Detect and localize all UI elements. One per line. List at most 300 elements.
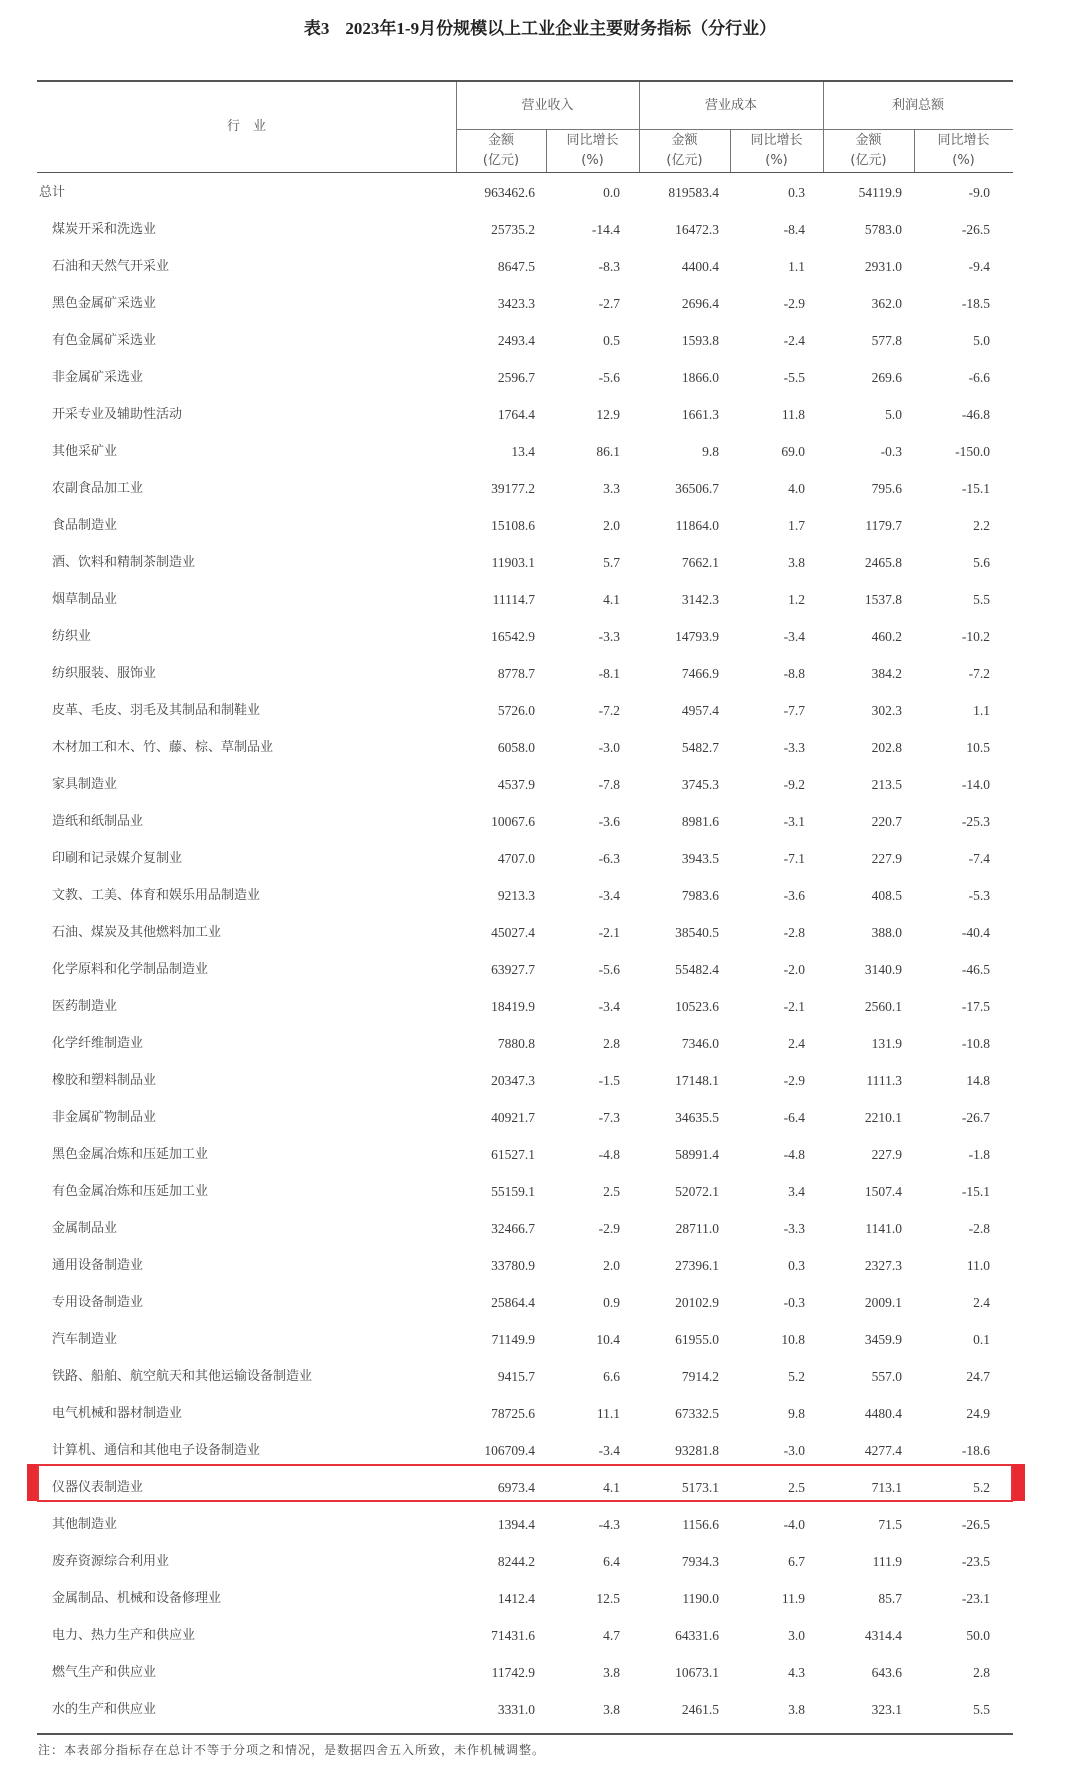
value-cell: 2596.7 xyxy=(497,370,535,385)
industry-name: 非金属矿采选业 xyxy=(52,370,144,385)
header-sub-line2: (亿元) xyxy=(850,153,887,168)
value-cell: 3142.3 xyxy=(681,592,719,607)
industry-name: 化学原料和化学制品制造业 xyxy=(52,962,209,977)
value-cell: 71149.9 xyxy=(491,1332,535,1347)
value-cell: 3.8 xyxy=(603,1702,620,1717)
value-cell: 131.9 xyxy=(871,1036,902,1051)
industry-name: 家具制造业 xyxy=(52,777,118,792)
value-cell: 4957.4 xyxy=(681,703,719,718)
value-cell: 6.6 xyxy=(603,1369,620,1384)
value-cell: 557.0 xyxy=(871,1369,902,1384)
value-cell: 460.2 xyxy=(871,629,902,644)
value-cell: 16472.3 xyxy=(675,222,719,237)
industry-name: 专用设备制造业 xyxy=(52,1295,144,1310)
value-cell: 55159.1 xyxy=(491,1184,535,1199)
value-cell: 10673.1 xyxy=(675,1665,719,1680)
value-cell: 5.0 xyxy=(885,407,902,422)
value-cell: 111.9 xyxy=(872,1554,902,1569)
value-cell: -3.0 xyxy=(783,1443,805,1458)
value-cell: -4.8 xyxy=(598,1147,620,1162)
value-cell: 2009.1 xyxy=(864,1295,902,1310)
table-row xyxy=(37,1025,1013,1062)
industry-name: 石油和天然气开采业 xyxy=(52,259,170,274)
value-cell: -6.3 xyxy=(598,851,620,866)
industry-name: 橡胶和塑料制品业 xyxy=(52,1073,157,1088)
value-cell: 32466.7 xyxy=(491,1221,535,1236)
value-cell: -25.3 xyxy=(961,814,990,829)
value-cell: 819583.4 xyxy=(668,185,719,200)
value-cell: 16542.9 xyxy=(491,629,535,644)
industry-name: 燃气生产和供应业 xyxy=(52,1665,157,1680)
value-cell: 1866.0 xyxy=(681,370,719,385)
value-cell: 643.6 xyxy=(871,1665,902,1680)
value-cell: -18.6 xyxy=(961,1443,990,1458)
value-cell: -7.7 xyxy=(783,703,805,718)
header-group-profit: 利润总额 xyxy=(891,98,944,113)
table-row xyxy=(37,877,1013,914)
table-row xyxy=(37,1506,1013,1543)
value-cell: 36506.7 xyxy=(675,481,719,496)
value-cell: -3.4 xyxy=(598,888,620,903)
table-row xyxy=(37,322,1013,359)
value-cell: -10.2 xyxy=(961,629,990,644)
value-cell: 12.9 xyxy=(596,407,620,422)
industry-name: 开采专业及辅助性活动 xyxy=(52,407,183,422)
header-sub-line2: (亿元) xyxy=(482,153,520,168)
value-cell: 4.1 xyxy=(603,1480,620,1495)
table-row xyxy=(37,1062,1013,1099)
value-cell: 24.7 xyxy=(966,1369,990,1384)
value-cell: -2.1 xyxy=(783,999,805,1014)
industry-name: 总计 xyxy=(39,185,66,200)
value-cell: -10.8 xyxy=(961,1036,990,1051)
table-row xyxy=(37,1395,1013,1432)
value-cell: -4.0 xyxy=(783,1517,805,1532)
industry-name: 水的生产和供应业 xyxy=(52,1702,157,1717)
industry-name: 食品制造业 xyxy=(52,518,118,533)
industry-name: 印刷和记录媒介复制业 xyxy=(52,851,183,866)
value-cell: 71431.6 xyxy=(491,1628,535,1643)
value-cell: -6.4 xyxy=(783,1110,805,1125)
table-row xyxy=(37,1617,1013,1654)
value-cell: -2.8 xyxy=(783,925,805,940)
table-row xyxy=(37,840,1013,877)
value-cell: 1394.4 xyxy=(497,1517,535,1532)
table-row xyxy=(37,433,1013,470)
value-cell: 4400.4 xyxy=(681,259,719,274)
value-cell: 1.7 xyxy=(788,518,805,533)
value-cell: 50.0 xyxy=(966,1628,990,1643)
value-cell: -3.1 xyxy=(783,814,805,829)
header-sub-line1: 金额 xyxy=(487,133,514,148)
value-cell: -3.4 xyxy=(783,629,805,644)
industry-name: 其他制造业 xyxy=(52,1517,118,1532)
industry-name: 仪器仪表制造业 xyxy=(52,1480,144,1495)
industry-name: 化学纤维制造业 xyxy=(52,1036,144,1051)
value-cell: 362.0 xyxy=(871,296,902,311)
value-cell: 6058.0 xyxy=(497,740,535,755)
table-row xyxy=(37,803,1013,840)
value-cell: 5.2 xyxy=(973,1480,990,1495)
value-cell: 67332.5 xyxy=(675,1406,719,1421)
value-cell: 1.1 xyxy=(788,259,805,274)
value-cell: -15.1 xyxy=(961,481,990,496)
value-cell: 7934.3 xyxy=(681,1554,719,1569)
value-cell: 6973.4 xyxy=(497,1480,535,1495)
value-cell: 0.5 xyxy=(603,333,620,348)
industry-name: 有色金属矿采选业 xyxy=(52,333,157,348)
table-row xyxy=(37,396,1013,433)
value-cell: 11.9 xyxy=(781,1591,805,1606)
value-cell: -3.0 xyxy=(598,740,620,755)
header-sub-growth xyxy=(730,131,823,171)
value-cell: -46.8 xyxy=(961,407,990,422)
value-cell: 2.5 xyxy=(788,1480,805,1495)
value-cell: 4277.4 xyxy=(864,1443,902,1458)
value-cell: -3.3 xyxy=(598,629,620,644)
table-row xyxy=(37,1173,1013,1210)
industry-name: 纺织服装、服饰业 xyxy=(52,666,157,681)
value-cell: 2.0 xyxy=(603,1258,620,1273)
value-cell: 4314.4 xyxy=(864,1628,902,1643)
value-cell: 78725.6 xyxy=(491,1406,535,1421)
industry-name: 计算机、通信和其他电子设备制造业 xyxy=(52,1443,261,1458)
value-cell: -7.2 xyxy=(598,703,620,718)
table-row xyxy=(37,1136,1013,1173)
value-cell: 1190.0 xyxy=(682,1591,719,1606)
industry-name: 金属制品、机械和设备修理业 xyxy=(52,1591,222,1606)
industry-name: 其他采矿业 xyxy=(52,444,118,459)
highlight-right-marker xyxy=(1013,1464,1025,1501)
value-cell: 2.0 xyxy=(603,518,620,533)
value-cell: 11.0 xyxy=(966,1258,990,1273)
table-number: 表3 xyxy=(303,19,330,38)
value-cell: 8244.2 xyxy=(497,1554,535,1569)
header-sub-line1: 金额 xyxy=(855,133,882,148)
value-cell: 1507.4 xyxy=(864,1184,902,1199)
value-cell: 5.5 xyxy=(973,592,990,607)
table-title xyxy=(0,14,1080,39)
value-cell: -8.4 xyxy=(783,222,805,237)
table-row xyxy=(37,1691,1013,1728)
value-cell: 54119.9 xyxy=(858,185,902,200)
value-cell: 5783.0 xyxy=(864,222,902,237)
value-cell: 10.4 xyxy=(596,1332,620,1347)
value-cell: 2.5 xyxy=(603,1184,620,1199)
value-cell: -0.3 xyxy=(880,444,902,459)
value-cell: 3745.3 xyxy=(681,777,719,792)
value-cell: -14.4 xyxy=(591,222,620,237)
value-cell: 2493.4 xyxy=(497,333,535,348)
value-cell: -6.6 xyxy=(968,370,990,385)
header-industry: 行 业 xyxy=(226,119,266,134)
value-cell: 86.1 xyxy=(596,444,620,459)
value-cell: 213.5 xyxy=(871,777,902,792)
value-cell: 9415.7 xyxy=(497,1369,535,1384)
value-cell: -4.8 xyxy=(783,1147,805,1162)
value-cell: 5.0 xyxy=(973,333,990,348)
value-cell: 1156.6 xyxy=(682,1517,719,1532)
table-row xyxy=(37,1247,1013,1284)
industry-name: 金属制品业 xyxy=(52,1221,118,1236)
value-cell: 323.1 xyxy=(871,1702,902,1717)
value-cell: 71.5 xyxy=(878,1517,902,1532)
header-sub-line2: (%) xyxy=(765,153,788,168)
value-cell: 4.1 xyxy=(603,592,620,607)
table-row xyxy=(37,1543,1013,1580)
value-cell: 1537.8 xyxy=(864,592,902,607)
value-cell: 4.3 xyxy=(788,1665,805,1680)
value-cell: 3.0 xyxy=(788,1628,805,1643)
value-cell: 3423.3 xyxy=(497,296,535,311)
industry-name: 通用设备制造业 xyxy=(52,1258,144,1273)
value-cell: 227.9 xyxy=(871,1147,902,1162)
value-cell: 202.8 xyxy=(871,740,902,755)
value-cell: 7880.8 xyxy=(497,1036,535,1051)
header-sub-line2: (%) xyxy=(952,153,975,168)
header-sub-line1: 同比增长 xyxy=(750,133,803,148)
value-cell: 10.5 xyxy=(966,740,990,755)
value-cell: 11742.9 xyxy=(491,1665,535,1680)
value-cell: 1111.3 xyxy=(866,1073,902,1088)
value-cell: -2.9 xyxy=(783,296,805,311)
value-cell: 85.7 xyxy=(878,1591,902,1606)
value-cell: 220.7 xyxy=(871,814,902,829)
value-cell: -14.0 xyxy=(961,777,990,792)
value-cell: 10.8 xyxy=(781,1332,805,1347)
table-row xyxy=(37,1580,1013,1617)
value-cell: -0.3 xyxy=(783,1295,805,1310)
value-cell: 33780.9 xyxy=(491,1258,535,1273)
table-row xyxy=(37,581,1013,618)
value-cell: -2.7 xyxy=(598,296,620,311)
value-cell: -5.6 xyxy=(598,962,620,977)
value-cell: -3.4 xyxy=(598,999,620,1014)
table-row xyxy=(37,1469,1013,1506)
value-cell: 5.2 xyxy=(788,1369,805,1384)
industry-name: 医药制造业 xyxy=(52,999,118,1014)
top-rule xyxy=(37,80,1013,82)
value-cell: -5.5 xyxy=(783,370,805,385)
value-cell: -15.1 xyxy=(961,1184,990,1199)
value-cell: 4480.4 xyxy=(864,1406,902,1421)
value-cell: 11903.1 xyxy=(491,555,535,570)
industry-name: 皮革、毛皮、羽毛及其制品和制鞋业 xyxy=(52,703,261,718)
value-cell: 3.8 xyxy=(788,1702,805,1717)
value-cell: 18419.9 xyxy=(491,999,535,1014)
value-cell: 4537.9 xyxy=(497,777,535,792)
value-cell: 4.0 xyxy=(788,481,805,496)
value-cell: -3.3 xyxy=(783,740,805,755)
value-cell: 1.1 xyxy=(973,703,990,718)
table-row xyxy=(37,211,1013,248)
table-row xyxy=(37,692,1013,729)
value-cell: -2.9 xyxy=(783,1073,805,1088)
value-cell: -1.5 xyxy=(598,1073,620,1088)
value-cell: 0.1 xyxy=(973,1332,990,1347)
value-cell: 2560.1 xyxy=(864,999,902,1014)
value-cell: -23.5 xyxy=(961,1554,990,1569)
industry-name: 电力、热力生产和供应业 xyxy=(52,1628,196,1643)
table-row xyxy=(37,1432,1013,1469)
value-cell: -3.6 xyxy=(783,888,805,903)
header-sub-amount xyxy=(823,131,914,171)
value-cell: 7662.1 xyxy=(681,555,719,570)
industry-name: 造纸和纸制品业 xyxy=(52,814,144,829)
table-row xyxy=(37,1654,1013,1691)
value-cell: 39177.2 xyxy=(491,481,535,496)
value-cell: 40921.7 xyxy=(491,1110,535,1125)
value-cell: -5.3 xyxy=(968,888,990,903)
value-cell: 3943.5 xyxy=(681,851,719,866)
table-row xyxy=(37,655,1013,692)
table-row xyxy=(37,470,1013,507)
value-cell: 55482.4 xyxy=(675,962,719,977)
value-cell: -2.4 xyxy=(783,333,805,348)
industry-name: 汽车制造业 xyxy=(52,1332,118,1347)
industry-name: 文教、工美、体育和娱乐用品制造业 xyxy=(52,888,261,903)
table-row xyxy=(37,766,1013,803)
value-cell: 6.4 xyxy=(603,1554,620,1569)
header-sub-amount xyxy=(639,131,730,171)
value-cell: -3.6 xyxy=(598,814,620,829)
value-cell: 25735.2 xyxy=(491,222,535,237)
value-cell: 0.0 xyxy=(603,185,620,200)
value-cell: 45027.4 xyxy=(491,925,535,940)
value-cell: 1764.4 xyxy=(497,407,535,422)
header-group-revenue: 营业收入 xyxy=(521,98,574,113)
value-cell: 577.8 xyxy=(871,333,902,348)
value-cell: 0.3 xyxy=(788,1258,805,1273)
industry-name: 有色金属冶炼和压延加工业 xyxy=(52,1184,209,1199)
value-cell: 8981.6 xyxy=(681,814,719,829)
value-cell: 1661.3 xyxy=(681,407,719,422)
industry-name: 废弃资源综合利用业 xyxy=(52,1554,170,1569)
value-cell: -3.4 xyxy=(598,1443,620,1458)
value-cell: -1.8 xyxy=(968,1147,990,1162)
table-row xyxy=(37,618,1013,655)
value-cell: 14.8 xyxy=(966,1073,990,1088)
value-cell: -4.3 xyxy=(598,1517,620,1532)
value-cell: 11864.0 xyxy=(675,518,719,533)
value-cell: 38540.5 xyxy=(675,925,719,940)
value-cell: 7983.6 xyxy=(681,888,719,903)
value-cell: -5.6 xyxy=(598,370,620,385)
table-row xyxy=(37,285,1013,322)
value-cell: 106709.4 xyxy=(484,1443,535,1458)
value-cell: 8778.7 xyxy=(497,666,535,681)
value-cell: -9.4 xyxy=(968,259,990,274)
table-row xyxy=(37,544,1013,581)
value-cell: 5.6 xyxy=(973,555,990,570)
value-cell: 4707.0 xyxy=(497,851,535,866)
value-cell: -17.5 xyxy=(961,999,990,1014)
value-cell: 388.0 xyxy=(871,925,902,940)
value-cell: -8.1 xyxy=(598,666,620,681)
group-divider-line xyxy=(456,129,1013,130)
header-sub-line1: 同比增长 xyxy=(937,133,990,148)
value-cell: 227.9 xyxy=(871,851,902,866)
industry-name: 纺织业 xyxy=(52,629,92,644)
table-row xyxy=(37,988,1013,1025)
industry-name: 非金属矿物制品业 xyxy=(52,1110,157,1125)
value-cell: 1412.4 xyxy=(497,1591,535,1606)
value-cell: 408.5 xyxy=(871,888,902,903)
value-cell: 9213.3 xyxy=(497,888,535,903)
value-cell: 1593.8 xyxy=(681,333,719,348)
value-cell: 24.9 xyxy=(966,1406,990,1421)
value-cell: 3331.0 xyxy=(497,1702,535,1717)
value-cell: 8647.5 xyxy=(497,259,535,274)
value-cell: -9.2 xyxy=(783,777,805,792)
value-cell: 2.8 xyxy=(973,1665,990,1680)
industry-name: 黑色金属冶炼和压延加工业 xyxy=(52,1147,209,1162)
value-cell: 2931.0 xyxy=(864,259,902,274)
value-cell: -9.0 xyxy=(968,185,990,200)
value-cell: -3.3 xyxy=(783,1221,805,1236)
industry-name: 电气机械和器材制造业 xyxy=(52,1406,183,1421)
table-row xyxy=(37,729,1013,766)
value-cell: 5482.7 xyxy=(681,740,719,755)
value-cell: -2.8 xyxy=(968,1221,990,1236)
value-cell: 58991.4 xyxy=(675,1147,719,1162)
table-row xyxy=(37,1284,1013,1321)
value-cell: 20102.9 xyxy=(675,1295,719,1310)
value-cell: -40.4 xyxy=(961,925,990,940)
table-row xyxy=(37,914,1013,951)
value-cell: 20347.3 xyxy=(491,1073,535,1088)
value-cell: 963462.6 xyxy=(484,185,535,200)
value-cell: 27396.1 xyxy=(675,1258,719,1273)
value-cell: 0.9 xyxy=(603,1295,620,1310)
header-sub-line2: (%) xyxy=(581,153,604,168)
header-sub-line2: (亿元) xyxy=(666,153,703,168)
value-cell: 5173.1 xyxy=(681,1480,719,1495)
value-cell: 61955.0 xyxy=(675,1332,719,1347)
value-cell: 0.3 xyxy=(788,185,805,200)
value-cell: -7.8 xyxy=(598,777,620,792)
value-cell: 3.3 xyxy=(603,481,620,496)
header-sub-line1: 金额 xyxy=(671,133,698,148)
value-cell: 12.5 xyxy=(596,1591,620,1606)
value-cell: 15108.6 xyxy=(491,518,535,533)
value-cell: 28711.0 xyxy=(675,1221,719,1236)
table-row xyxy=(37,248,1013,285)
value-cell: 11.1 xyxy=(596,1406,620,1421)
value-cell: -23.1 xyxy=(961,1591,990,1606)
value-cell: 6.7 xyxy=(788,1554,805,1569)
value-cell: 9.8 xyxy=(702,444,719,459)
value-cell: 2696.4 xyxy=(681,296,719,311)
value-cell: -8.8 xyxy=(783,666,805,681)
industry-name: 烟草制品业 xyxy=(52,592,118,607)
value-cell: 10067.6 xyxy=(491,814,535,829)
table-title-text: 2023年1-9月份规模以上工业企业主要财务指标（分行业） xyxy=(345,19,777,38)
value-cell: -7.1 xyxy=(783,851,805,866)
table-row xyxy=(37,1210,1013,1247)
header-sub-line1: 同比增长 xyxy=(566,133,619,148)
value-cell: 3.8 xyxy=(603,1665,620,1680)
value-cell: -26.5 xyxy=(961,222,990,237)
industry-name: 石油、煤炭及其他燃料加工业 xyxy=(52,925,222,940)
value-cell: 2465.8 xyxy=(864,555,902,570)
value-cell: 7346.0 xyxy=(681,1036,719,1051)
value-cell: 3140.9 xyxy=(864,962,902,977)
value-cell: -7.3 xyxy=(598,1110,620,1125)
value-cell: 713.1 xyxy=(871,1480,902,1495)
industry-name: 木材加工和木、竹、藤、棕、草制品业 xyxy=(52,740,274,755)
bottom-rule xyxy=(37,1733,1013,1735)
